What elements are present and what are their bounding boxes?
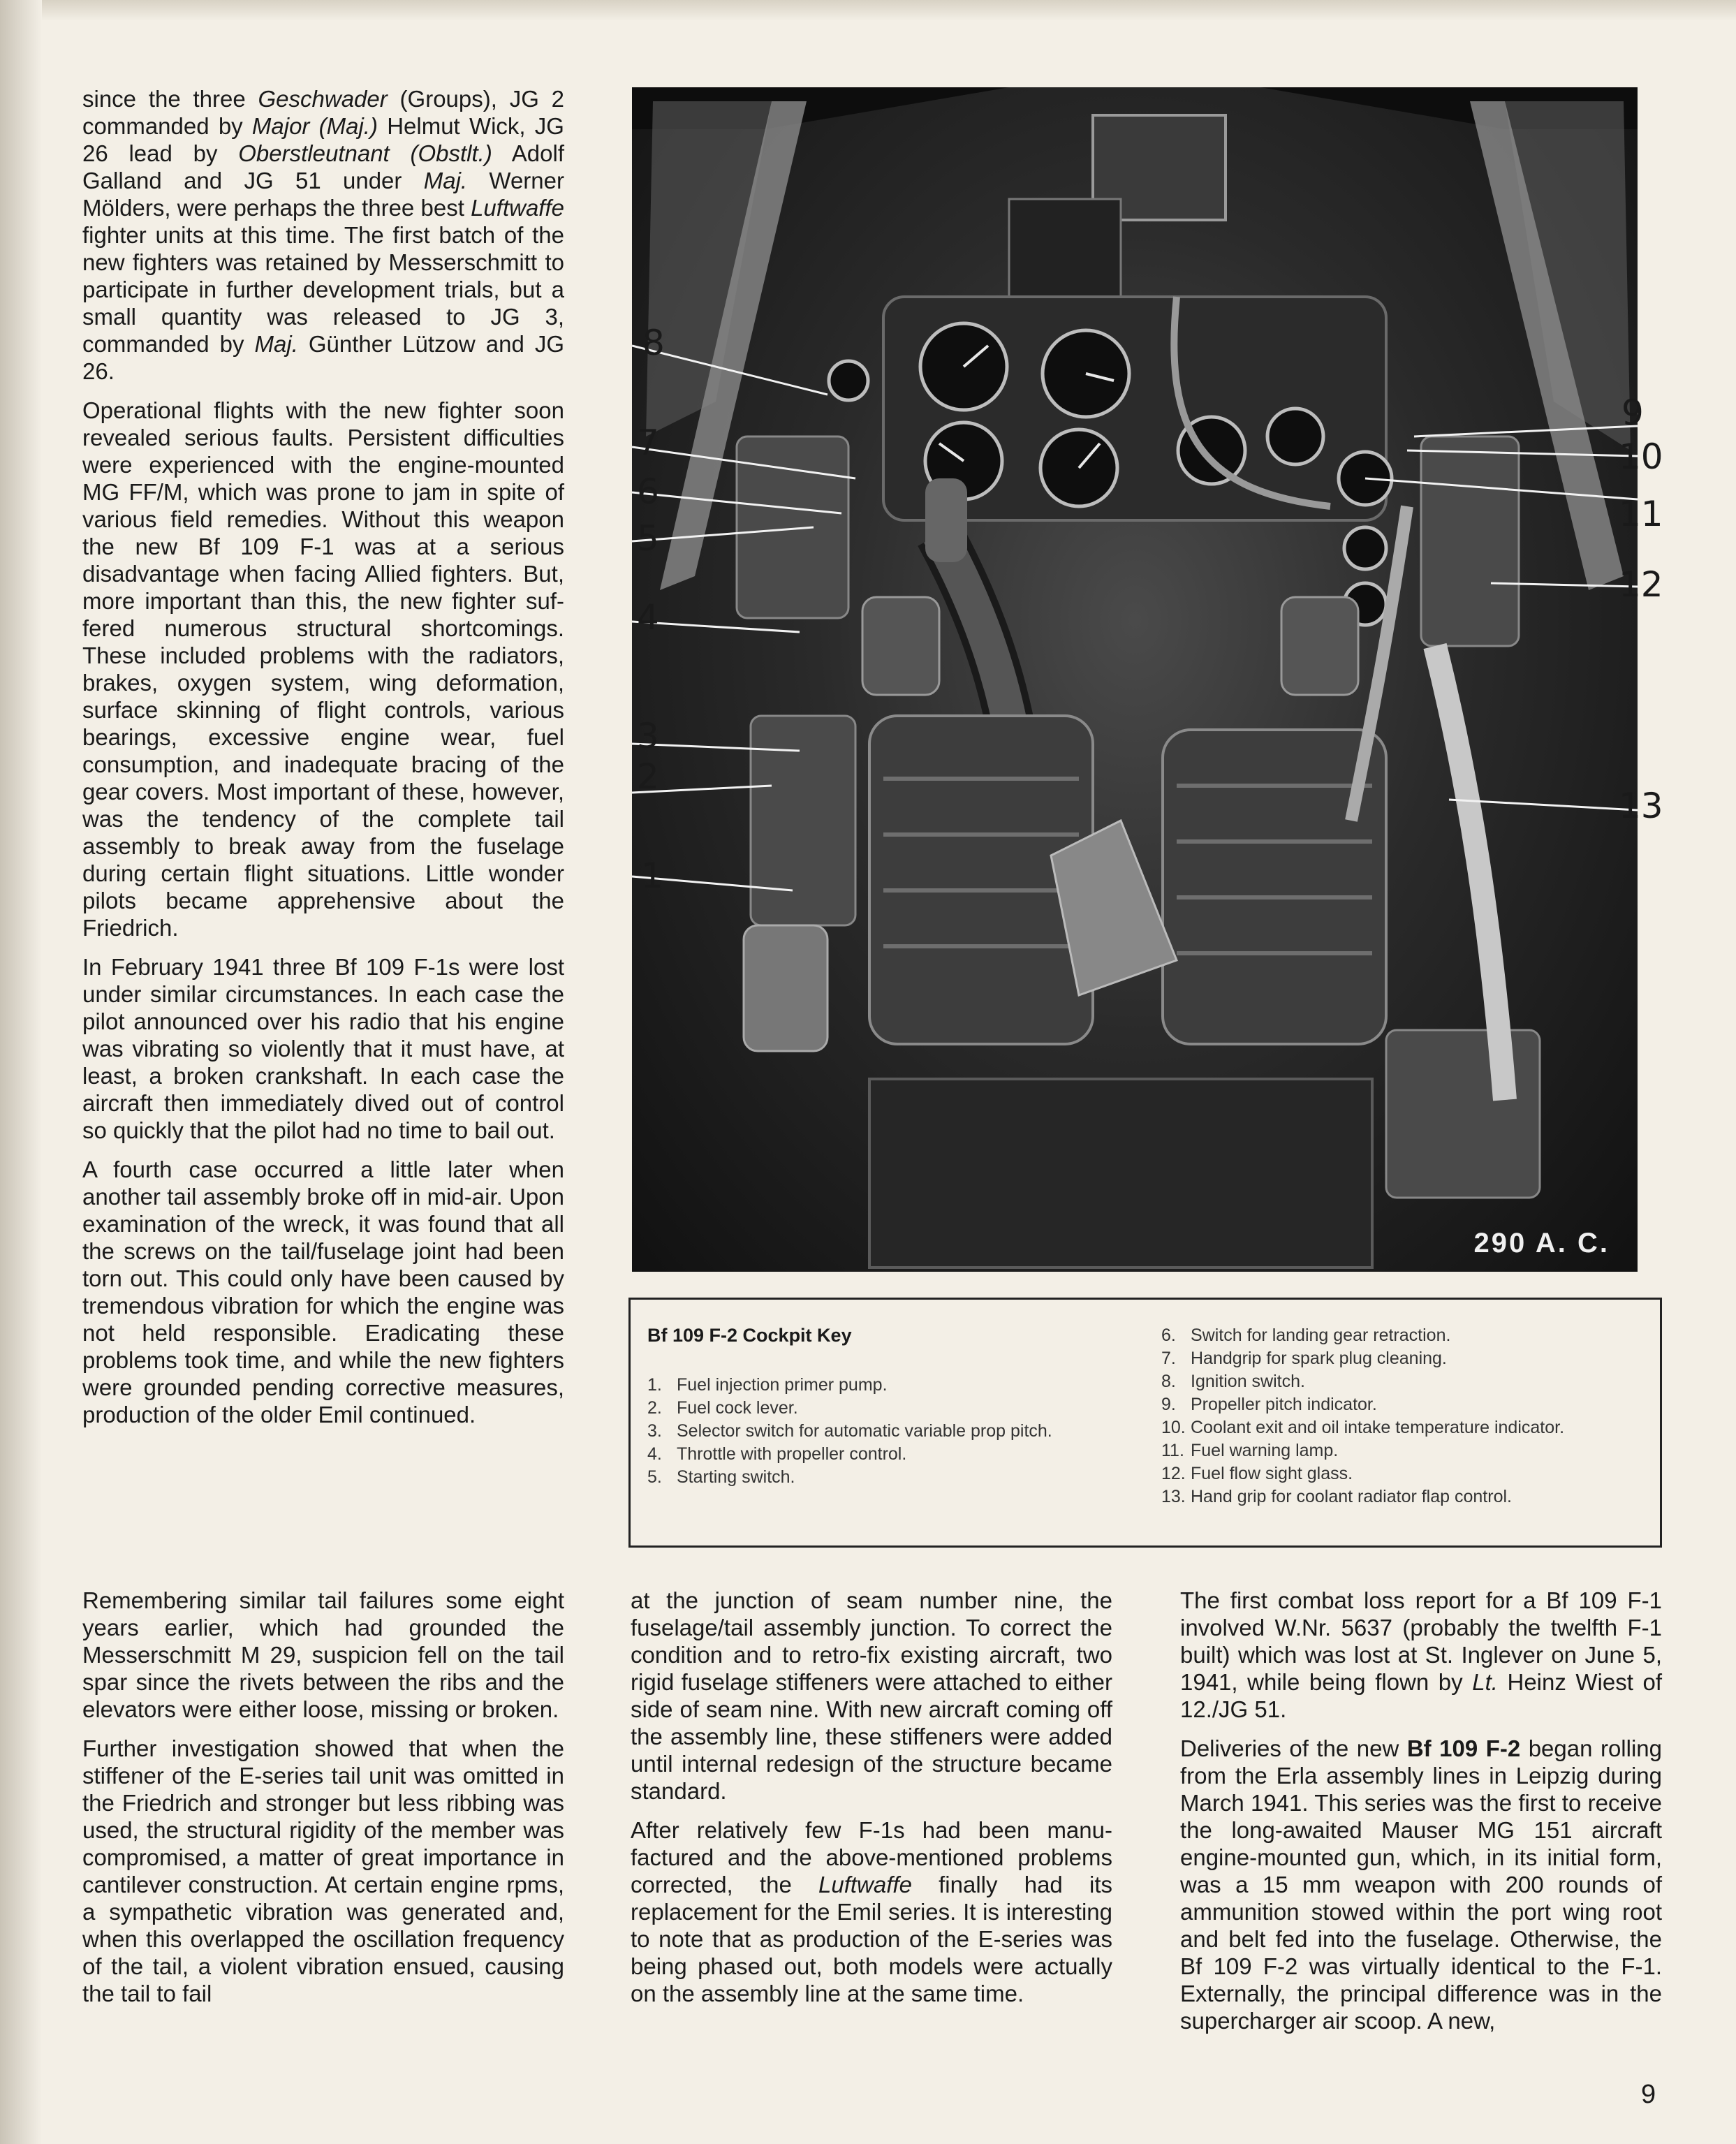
left-paragraph-6: Further investigation showed that when the stiffener of the E-series tail unit was omitted in the Friedrich and stronger but less ribbing was used, the structural rigidity of the member was compromised, a matter of great importance in cantilever construction. At certain engine rpms, a sympathetic vibration was generated and, when this overlapped the oscillation frequency of the tail, a violent vibration ensued, causing the tail to fail	[82, 1735, 564, 2006]
key-item-9: 9. Propeller pitch indicator.	[1161, 1395, 1377, 1414]
callout-4: 4	[637, 597, 659, 638]
cockpit-key-box	[628, 1298, 1662, 1548]
page-top-edge	[0, 0, 1736, 21]
key-item-10: 10. Coolant exit and oil intake temperature indicator.	[1161, 1418, 1565, 1437]
callout-5: 5	[637, 518, 659, 559]
callout-8: 8	[642, 323, 665, 363]
key-item-13: 13. Hand grip for coolant radiator flap control.	[1161, 1487, 1512, 1506]
key-item-5: 5. Starting switch.	[647, 1467, 795, 1487]
key-item-7: 7. Handgrip for spark plug cleaning.	[1161, 1349, 1447, 1368]
callout-11: 11	[1619, 494, 1663, 534]
cockpit-key-list-left	[647, 1374, 1094, 1489]
callout-2: 2	[637, 756, 659, 797]
callout-9: 9	[1621, 392, 1644, 433]
left-paragraph-5: Remembering similar tail failures some eight years earlier, which had grounded the Messerschmitt M 29, suspicion fell on the tail spar since the rivets between the ribs and the elevators were either loose, missing or broken.	[82, 1587, 564, 1722]
key-item-6: 6. Switch for landing gear retraction.	[1161, 1326, 1451, 1345]
key-item-1: 1. Fuel injection primer pump.	[647, 1375, 888, 1395]
left-column	[82, 85, 564, 1440]
callout-10: 10	[1619, 436, 1663, 477]
cockpit-photo	[632, 87, 1638, 1272]
middle-paragraph-2: After relatively few F-1s had been manufactured and the above-mentioned problems corrected, the Luftwaffe finally had its replacement for the Emil series. It is interesting to note that as production of the E-series was being phased out, both models were actually on the assembly line at the same time.	[631, 1817, 1112, 2006]
callout-3: 3	[637, 716, 659, 756]
page-number: 9	[1641, 2080, 1656, 2109]
right-paragraph-2: Deliveries of the new Bf 109 F-2 began rolling from the Erla assembly lines in Leipzig during March 1941. This series was the first to receive the long-awaited Mauser MG 151 aircraft engine-mounted gun, which, in its initial form, was a 15 mm weapon with 200 rounds of ammunition stowed within the port wing root and belt fed into the fuselage. Otherwise, the Bf 109 F-2 was virtually identical to the F-1. Externally, the principal difference was in the supercharger air scoop. A new,	[1180, 1735, 1663, 2034]
callout-1: 1	[641, 856, 663, 896]
key-item-3: 3. Selector switch for automatic variable prop pitch.	[647, 1421, 1052, 1441]
callout-6: 6	[637, 471, 659, 512]
photo-credit: 290 A. C.	[1473, 1228, 1610, 1258]
key-item-11: 11. Fuel warning lamp.	[1161, 1441, 1339, 1460]
callout-13: 13	[1619, 786, 1663, 826]
cockpit-key-title: Bf 109 F-2 Cockpit Key	[647, 1325, 852, 1346]
key-item-2: 2. Fuel cock lever.	[647, 1398, 798, 1418]
left-paragraph-3: In February 1941 three Bf 109 F-1s were lost under similar circumstances. In each case the pilot announced over his radio that his engine was vibrating so violently that it must have, at least, a broken crankshaft. In each case the aircraft then immediately dived out of control so quickly that the pilot had no time to bail out.	[82, 954, 564, 1143]
left-paragraph-1: since the three Geschwader (Groups), JG 2 commanded by Major (Maj.) Helmut Wick, JG 26 lead by Oberstleutnant (Obstlt.) Adolf Galland and JG 51 under Maj. Werner Mölders, were perhaps the three best Luftwaffe fighter units at this time. The first batch of the new fighters was retained by Messerschmitt to participate in further development trials, but a small quantity was released to JG 3, commanded by Maj. Günther Lützow and JG 26.	[82, 86, 565, 384]
callout-12: 12	[1619, 564, 1663, 605]
left-paragraph-2: Operational flights with the new fighter soon revealed serious faults. Persistent difficulties were experienced with the engine-mounted MG FF/M, which was prone to jam in spite of various field remedies. Without this weapon the new Bf 109 F-1 was at a serious disadvantage when facing Allied fighters. But, more important than this, the new fighter suffered numerous structural shortcomings. These included problems with the radiators, brakes, oxygen system, wing deformation, surface skinning of flight controls, various bearings, excessive engine wear, fuel consumption, and inadequate bracing of the gear covers. Most important of these, however, was the tendency of the complete tail assembly to break away from the fuselage during certain flight situations. Little wonder pilots became apprehensive about the Friedrich.	[82, 397, 564, 941]
callout-7: 7	[637, 423, 659, 463]
right-paragraph-1: The first combat loss report for a Bf 109 F-1 involved W.Nr. 5637 (probably the twelfth F-1 built) which was lost at St. Inglever on June 5, 1941, while being flown by Lt. Heinz Wiest of 12./JG 51.	[1180, 1587, 1662, 1722]
left-column-bottom	[82, 1587, 564, 2019]
middle-column	[631, 1587, 1112, 2019]
callout-leader-lines	[632, 87, 1638, 1272]
right-column	[1180, 1587, 1662, 2046]
page-binding-shadow	[0, 0, 42, 2144]
key-item-12: 12. Fuel flow sight glass.	[1161, 1464, 1353, 1483]
middle-paragraph-1: at the junction of seam number nine, the fuselage/tail assembly junction. To correct the condition and to retro-fix existing aircraft, two rigid fuselage stiffeners were attached to either side of seam nine. With new aircraft coming off the assembly line, these stiffeners were added until internal redesign of the structure became standard.	[631, 1587, 1112, 1804]
left-paragraph-4: A fourth case occurred a little later when another tail assembly broke off in mid-air. Upon examination of the wreck, it was found that all the screws on the tail/fuselage joint had been torn out. This could only have been caused by tremendous vibration for which the engine was not held responsible. Eradicating these problems took time, and while the new fighters were grounded pending corrective measures, production of the older Emil continued.	[82, 1157, 564, 1427]
key-item-8: 8. Ignition switch.	[1161, 1372, 1305, 1391]
key-item-4: 4. Throttle with propeller control.	[647, 1444, 907, 1464]
cockpit-key-list-right	[1161, 1324, 1650, 1508]
